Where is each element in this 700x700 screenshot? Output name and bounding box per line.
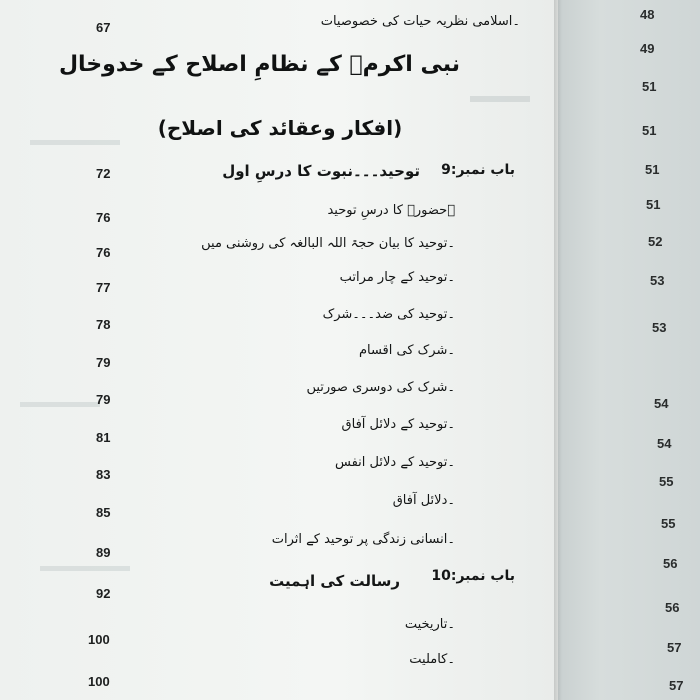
right-page-number: 57 — [667, 640, 682, 655]
chapter-title: رسالت کی اہمیت — [269, 572, 400, 590]
page-number: 78 — [96, 317, 111, 332]
page-number: 79 — [96, 392, 111, 407]
toc-entry: ۔شرک کی اقسام — [358, 343, 455, 358]
toc-entry: ۔کاملیت — [409, 652, 455, 667]
page-number: 77 — [96, 280, 111, 295]
right-page-number: 53 — [650, 273, 665, 288]
right-page-number: 56 — [663, 556, 678, 571]
page-number: 76 — [96, 245, 111, 260]
right-page-number: 55 — [661, 516, 676, 531]
toc-entry: ۔شرک کی دوسری صورتیں — [306, 380, 455, 395]
section-subtitle: (افکار وعقائد کی اصلاح) — [157, 116, 403, 140]
right-page — [558, 0, 700, 700]
page-number: 85 — [96, 505, 111, 520]
chapter-label: باب نمبر:10 — [431, 568, 515, 584]
right-page-number: 48 — [640, 7, 655, 22]
right-page-number: 51 — [645, 162, 660, 177]
page-number: 79 — [96, 355, 111, 370]
right-page-number: 52 — [648, 234, 663, 249]
page-number: 100 — [88, 674, 110, 689]
bleed-mark — [20, 402, 100, 407]
page-number: 76 — [96, 210, 111, 225]
toc-entry: ۔توحید کا بیان حجۃ اللہ البالغہ کی روشنی میں — [201, 236, 455, 251]
toc-entry: ۔حضورؐ کا درسِ توحید — [327, 203, 455, 218]
book-spine — [554, 0, 562, 700]
section-title: نبی اکرمؐ کے نظامِ اصلاح کے خدوخال — [58, 52, 460, 77]
right-page-number: 53 — [652, 320, 667, 335]
right-page-number: 51 — [646, 197, 661, 212]
page-number: 100 — [88, 632, 110, 647]
right-page-number: 56 — [665, 600, 680, 615]
toc-entry: ۔توحید کے دلائل آفاق — [341, 417, 455, 432]
right-page-number: 51 — [642, 123, 657, 138]
page-number: 92 — [96, 586, 111, 601]
page-number: 89 — [96, 545, 111, 560]
right-page-number: 54 — [654, 396, 669, 411]
right-page-number: 55 — [659, 474, 674, 489]
right-page-number: 54 — [657, 436, 672, 451]
toc-entry: ۔توحید کی ضد۔۔۔شرک — [322, 307, 455, 322]
chapter-label: باب نمبر:9 — [441, 162, 515, 178]
right-page-number: 57 — [669, 678, 684, 693]
toc-entry: ۔توحید کے دلائل انفس — [335, 455, 455, 470]
right-page-number: 51 — [642, 79, 657, 94]
chapter-title: توحید۔۔۔نبوت کا درسِ اول — [222, 162, 420, 180]
page-number: 81 — [96, 430, 111, 445]
page-number: 83 — [96, 467, 111, 482]
right-page-number: 49 — [640, 41, 655, 56]
bleed-mark — [470, 96, 530, 102]
toc-entry: ۔دلائل آفاق — [392, 493, 455, 508]
toc-entry: ۔تاریخیت — [404, 617, 455, 632]
page-number: 72 — [96, 166, 111, 181]
bleed-mark — [30, 140, 120, 145]
toc-entry: ۔انسانی زندگی پر توحید کے اثرات — [271, 532, 455, 547]
toc-entry-top: ۔اسلامی نظریہ حیات کی خصوصیات — [320, 14, 520, 29]
page-number: 67 — [96, 20, 111, 35]
toc-entry: ۔توحید کے چار مراتب — [339, 270, 455, 285]
bleed-mark — [40, 566, 130, 571]
